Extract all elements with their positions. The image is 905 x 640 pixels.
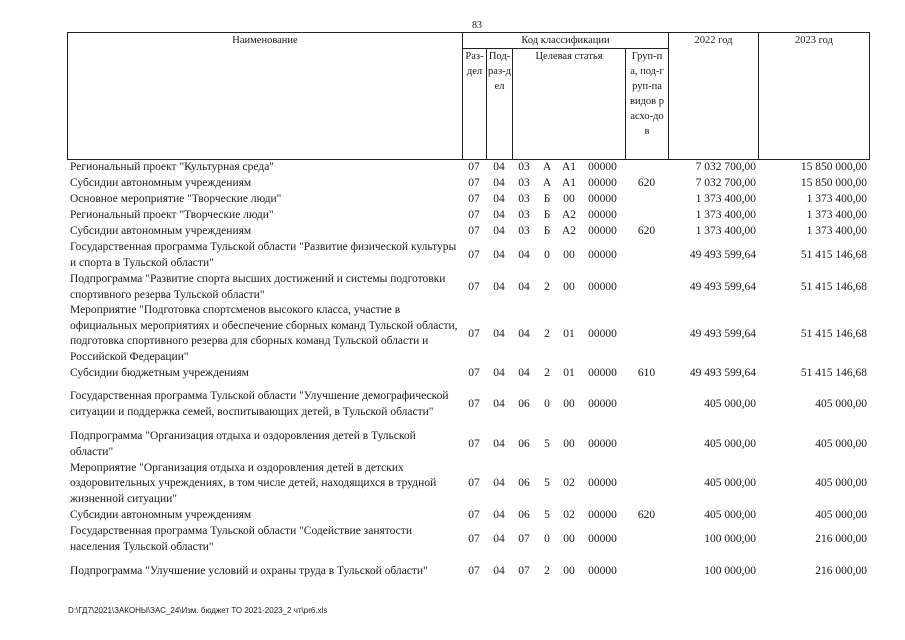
program-code: 07 — [518, 564, 530, 577]
file-path-footer: D:\ГД7\2021\ЗАКОНЫ\ЗАС_24\Изм. бюджет ТО 2021-2023_2 чт\рr6.xls — [68, 606, 328, 615]
table-row — [67, 272, 869, 303]
row-name: Субсидии автономным учреждениям — [70, 508, 252, 521]
expense-type-code — [625, 524, 668, 556]
podrazdel-code: 04 — [493, 193, 505, 206]
table-body — [67, 160, 869, 588]
row-name: Субсидии автономным учреждениям — [70, 177, 252, 190]
amount-2022: 100 000,00 — [704, 532, 756, 545]
amount-2023: 15 850 000,00 — [800, 177, 867, 190]
expense-type-code — [625, 303, 668, 365]
direction-code: 00000 — [588, 193, 617, 206]
header-name: Наименование — [68, 33, 463, 160]
table-row — [67, 160, 869, 176]
amount-2022: 49 493 599,64 — [689, 280, 756, 293]
amount-2023: 405 000,00 — [815, 437, 867, 450]
podrazdel-code: 04 — [493, 225, 505, 238]
podrazdel-code: 04 — [493, 398, 505, 411]
amount-2022: 100 000,00 — [704, 564, 756, 577]
amount-2022: 1 373 400,00 — [695, 225, 756, 238]
podrazdel-code: 04 — [493, 508, 505, 521]
razdel-code: 07 — [468, 161, 480, 174]
amount-2022: 405 000,00 — [704, 477, 756, 490]
table-row — [67, 176, 869, 192]
podrazdel-code: 04 — [493, 249, 505, 262]
direction-code: 00000 — [588, 327, 617, 340]
event-code: 02 — [563, 477, 575, 490]
amount-2022: 7 032 700,00 — [695, 161, 756, 174]
subprogram-code: Б — [543, 225, 551, 238]
amount-2022: 405 000,00 — [704, 437, 756, 450]
razdel-code: 07 — [468, 280, 480, 293]
row-name: Субсидии бюджетным учреждениям — [70, 366, 249, 379]
razdel-code: 07 — [468, 249, 480, 262]
podrazdel-code: 04 — [493, 437, 505, 450]
table-row — [67, 429, 869, 461]
table-row — [67, 208, 869, 224]
amount-2023: 51 415 146,68 — [800, 366, 867, 379]
direction-code: 00000 — [588, 161, 617, 174]
subprogram-code: 0 — [544, 249, 550, 262]
direction-code: 00000 — [588, 225, 617, 238]
subprogram-code: А — [542, 177, 552, 190]
table-row — [67, 524, 869, 556]
amount-2022: 1 373 400,00 — [695, 193, 756, 206]
table-row — [67, 556, 869, 588]
subprogram-code: Б — [543, 193, 551, 206]
direction-code: 00000 — [588, 532, 617, 545]
subprogram-code: 0 — [544, 532, 550, 545]
subprogram-code: А — [542, 161, 552, 174]
direction-code: 00000 — [588, 508, 617, 521]
event-code: 01 — [563, 327, 575, 340]
row-name: Государственная программа Тульской области "Содействие занятости населения Тульской области" — [70, 524, 412, 553]
amount-2023: 216 000,00 — [815, 532, 867, 545]
amount-2022: 49 493 599,64 — [689, 249, 756, 262]
expense-type-code — [625, 556, 668, 588]
program-code: 06 — [518, 477, 530, 490]
program-code: 03 — [518, 177, 530, 190]
direction-code: 00000 — [588, 477, 617, 490]
razdel-code: 07 — [468, 193, 480, 206]
subprogram-code: 2 — [544, 564, 550, 577]
expense-type-code — [625, 192, 668, 208]
event-code: 00 — [563, 564, 575, 577]
header-year-2023: 2023 год — [759, 33, 870, 160]
podrazdel-code: 04 — [493, 280, 505, 293]
amount-2023: 1 373 400,00 — [806, 225, 867, 238]
event-code: 00 — [563, 280, 575, 293]
direction-code: 00000 — [588, 177, 617, 190]
program-code: 07 — [518, 532, 530, 545]
event-code: А2 — [561, 225, 577, 238]
event-code: 00 — [563, 249, 575, 262]
amount-2023: 405 000,00 — [815, 508, 867, 521]
podrazdel-code: 04 — [493, 564, 505, 577]
subprogram-code: 5 — [544, 477, 550, 490]
podrazdel-code: 04 — [493, 532, 505, 545]
subprogram-code: 2 — [544, 366, 550, 379]
razdel-code: 07 — [468, 508, 480, 521]
program-code: 04 — [518, 249, 530, 262]
subprogram-code: 5 — [544, 437, 550, 450]
podrazdel-code: 04 — [493, 161, 505, 174]
razdel-code: 07 — [468, 477, 480, 490]
program-code: 06 — [518, 508, 530, 521]
direction-code: 00000 — [588, 209, 617, 222]
razdel-code: 07 — [468, 366, 480, 379]
razdel-code: 07 — [468, 225, 480, 238]
row-name: Мероприятие "Организация отдыха и оздоровления детей в детских оздоровительных учреждениях, в том числе детей, находящихся в трудной жизненной ситуации" — [70, 461, 437, 505]
table-row — [67, 240, 869, 272]
program-code: 03 — [518, 225, 530, 238]
amount-2022: 7 032 700,00 — [695, 177, 756, 190]
expense-type-code — [625, 382, 668, 429]
table-row — [67, 303, 869, 365]
amount-2022: 49 493 599,64 — [689, 327, 756, 340]
program-code: 06 — [518, 398, 530, 411]
event-code: 00 — [563, 398, 575, 411]
amount-2023: 51 415 146,68 — [800, 280, 867, 293]
razdel-code: 07 — [468, 398, 480, 411]
event-code: 01 — [563, 366, 575, 379]
row-name: Подпрограмма "Улучшение условий и охраны труда в Тульской области" — [70, 564, 428, 577]
amount-2022: 1 373 400,00 — [695, 209, 756, 222]
row-name: Государственная программа Тульской области "Развитие физической культуры и спорта в Тульской области" — [70, 241, 457, 269]
razdel-code: 07 — [468, 209, 480, 222]
expense-type-code — [625, 272, 668, 303]
table-header — [67, 32, 870, 160]
header-target: Целевая статья — [513, 49, 626, 160]
podrazdel-code: 04 — [493, 209, 505, 222]
event-code: А2 — [561, 209, 577, 222]
razdel-code: 07 — [468, 177, 480, 190]
program-code: 04 — [518, 327, 530, 340]
event-code: А1 — [561, 177, 577, 190]
direction-code: 00000 — [588, 564, 617, 577]
program-code: 04 — [518, 366, 530, 379]
expense-type-code — [625, 461, 668, 508]
amount-2023: 1 373 400,00 — [806, 193, 867, 206]
amount-2023: 405 000,00 — [815, 398, 867, 411]
event-code: А1 — [561, 161, 577, 174]
subprogram-code: 2 — [544, 280, 550, 293]
program-code: 03 — [518, 193, 530, 206]
podrazdel-code: 04 — [493, 366, 505, 379]
table-row — [67, 461, 869, 508]
program-code: 06 — [518, 437, 530, 450]
event-code: 00 — [563, 193, 575, 206]
row-name: Подпрограмма "Развитие спорта высших достижений и системы подготовки спортивного резерва Тульской области" — [70, 273, 446, 301]
table-row — [67, 224, 869, 240]
row-name: Подпрограмма "Организация отдыха и оздоровления детей в Тульской области" — [70, 429, 416, 458]
header-podrazdel: Под-раз-дел — [487, 49, 513, 160]
subprogram-code: 0 — [544, 398, 550, 411]
header-year-2022: 2022 год — [669, 33, 759, 160]
event-code: 02 — [563, 508, 575, 521]
expense-type-code: 620 — [637, 177, 656, 190]
direction-code: 00000 — [588, 249, 617, 262]
expense-type-code — [625, 240, 668, 272]
amount-2022: 49 493 599,64 — [689, 366, 756, 379]
amount-2023: 51 415 146,68 — [800, 249, 867, 262]
podrazdel-code: 04 — [493, 477, 505, 490]
amount-2023: 15 850 000,00 — [800, 161, 867, 174]
podrazdel-code: 04 — [493, 327, 505, 340]
expense-type-code — [625, 208, 668, 224]
razdel-code: 07 — [468, 532, 480, 545]
expense-type-code: 620 — [637, 508, 656, 521]
direction-code: 00000 — [588, 366, 617, 379]
expense-type-code: 610 — [637, 366, 656, 379]
amount-2023: 216 000,00 — [815, 564, 867, 577]
row-name: Основное мероприятие "Творческие люди" — [70, 193, 282, 206]
table-row — [67, 508, 869, 524]
table-row — [67, 366, 869, 382]
amount-2023: 51 415 146,68 — [800, 327, 867, 340]
razdel-code: 07 — [468, 564, 480, 577]
table-row — [67, 382, 869, 429]
row-name: Региональный проект "Творческие люди" — [70, 209, 274, 222]
amount-2022: 405 000,00 — [704, 398, 756, 411]
program-code: 04 — [518, 280, 530, 293]
razdel-code: 07 — [468, 327, 480, 340]
row-name: Региональный проект "Культурная среда" — [70, 161, 275, 174]
table-row — [67, 192, 869, 208]
page-number: 83 — [472, 20, 482, 31]
header-group: Груп-па, под-груп-па видов расхо-дов — [626, 49, 669, 160]
razdel-code: 07 — [468, 437, 480, 450]
amount-2023: 405 000,00 — [815, 477, 867, 490]
header-razdel: Раз-дел — [463, 49, 487, 160]
row-name: Мероприятие "Подготовка спортсменов высокого класса, участие в официальных мероприятиях и обеспечение сборных команд Тульской области, подготовка спортивного резерва для сборных команд Тульской области и Российской Федерации" — [70, 304, 458, 363]
subprogram-code: 2 — [544, 327, 550, 340]
program-code: 03 — [518, 209, 530, 222]
expense-type-code — [625, 429, 668, 461]
direction-code: 00000 — [588, 280, 617, 293]
subprogram-code: 5 — [544, 508, 550, 521]
header-code: Код классификации — [463, 33, 669, 49]
expense-type-code — [625, 160, 668, 176]
direction-code: 00000 — [588, 398, 617, 411]
direction-code: 00000 — [588, 437, 617, 450]
event-code: 00 — [563, 437, 575, 450]
row-name: Субсидии автономным учреждениям — [70, 225, 252, 238]
event-code: 00 — [563, 532, 575, 545]
amount-2023: 1 373 400,00 — [806, 209, 867, 222]
podrazdel-code: 04 — [493, 177, 505, 190]
amount-2022: 405 000,00 — [704, 508, 756, 521]
row-name: Государственная программа Тульской области "Улучшение демографической ситуации и поддержка семей, воспитывающих детей, в Тульской области" — [70, 390, 449, 419]
subprogram-code: Б — [543, 209, 551, 222]
expense-type-code: 620 — [637, 225, 656, 238]
program-code: 03 — [518, 161, 530, 174]
